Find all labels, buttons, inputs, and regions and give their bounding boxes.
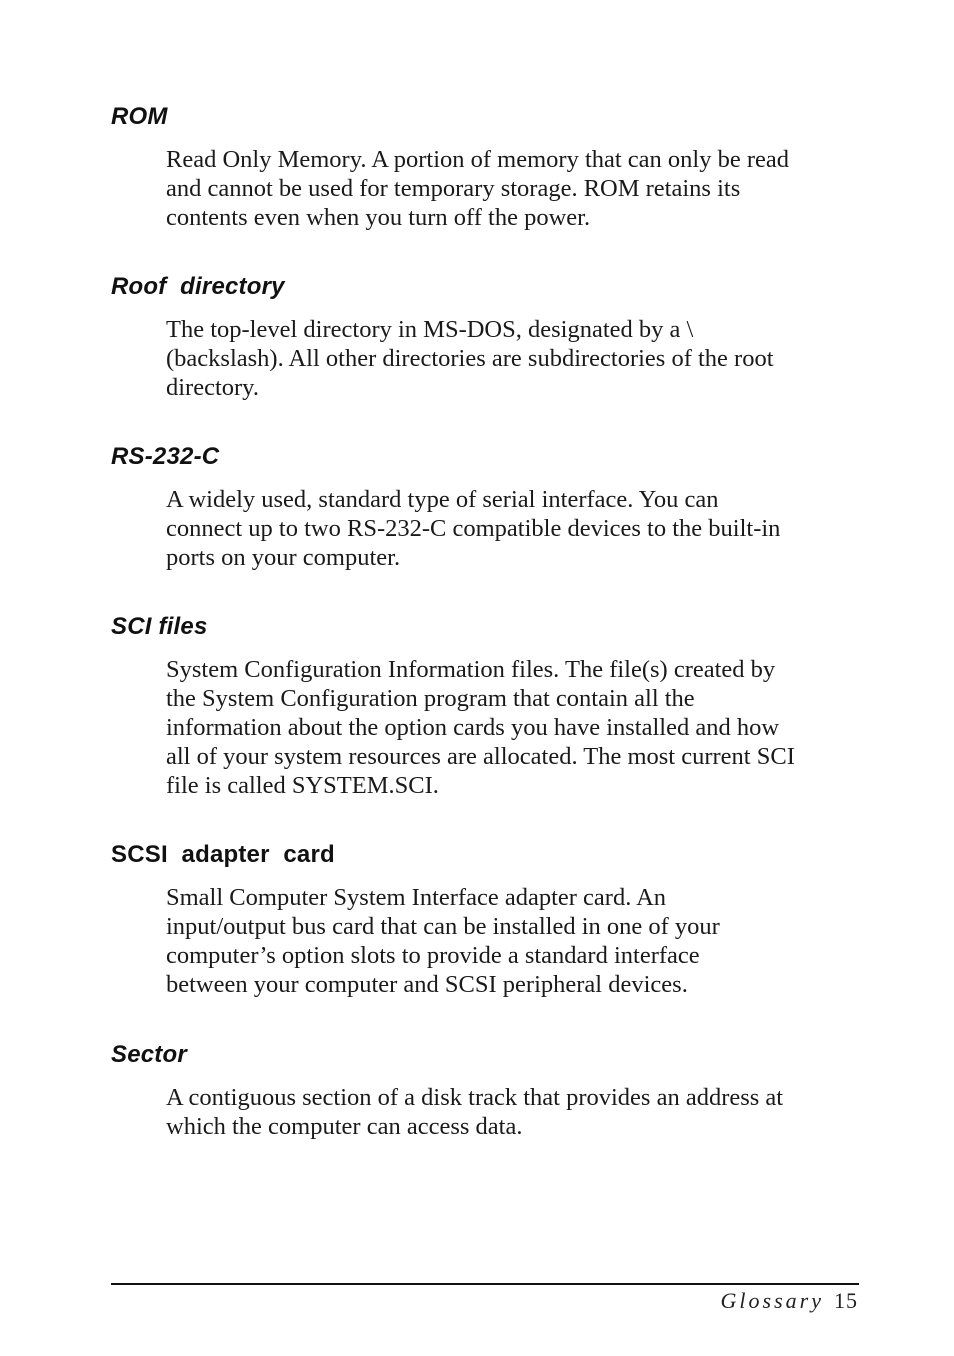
footer-section-label: Glossary xyxy=(720,1288,824,1313)
glossary-entry-rom xyxy=(111,102,861,232)
glossary-term: SCI files xyxy=(111,613,208,640)
glossary-definition: Small Computer System Interface adapter card. An input/output bus card that can be installed in one of your computer’s option slots to provide a standard interface between your computer and SCSI peripheral devices. xyxy=(166,884,720,998)
glossary-definition: Read Only Memory. A portion of memory that can only be read and cannot be used for temporary storage. ROM retains its contents even when you turn off the power. xyxy=(166,146,790,231)
footer-divider xyxy=(111,1283,859,1285)
glossary-term: RS-232-C xyxy=(111,443,220,470)
glossary-term: ROM xyxy=(111,103,168,130)
glossary-entry-rs-232-c xyxy=(111,442,861,572)
glossary-definition: The top-level directory in MS-DOS, designated by a \ (backslash). All other directories are subdirectories of the root directory. xyxy=(166,316,774,401)
glossary-entry-scsi-adapter-card xyxy=(111,840,861,999)
glossary-entry-root-directory xyxy=(111,272,861,402)
glossary-definition: A contiguous section of a disk track that provides an address at which the computer can access data. xyxy=(166,1084,784,1140)
glossary-entry-sector xyxy=(111,1040,861,1141)
page-number: 15 xyxy=(834,1288,858,1313)
glossary-entry-sci-files xyxy=(111,612,861,800)
page-footer xyxy=(721,1287,858,1315)
glossary-definition: A widely used, standard type of serial interface. You can connect up to two RS-232-C compatible devices to the built-in ports on your computer. xyxy=(166,486,781,571)
glossary-term: Sector xyxy=(111,1041,187,1068)
glossary-definition: System Configuration Information files. The file(s) created by the System Configuration program that contain all the information about the option cards you have installed and how all of your system resources are allocated. The most current SCI file is called SYSTEM.SCI. xyxy=(166,656,795,799)
glossary-term: Roof directory xyxy=(111,273,285,300)
glossary-term: SCSI adapter card xyxy=(111,841,335,868)
